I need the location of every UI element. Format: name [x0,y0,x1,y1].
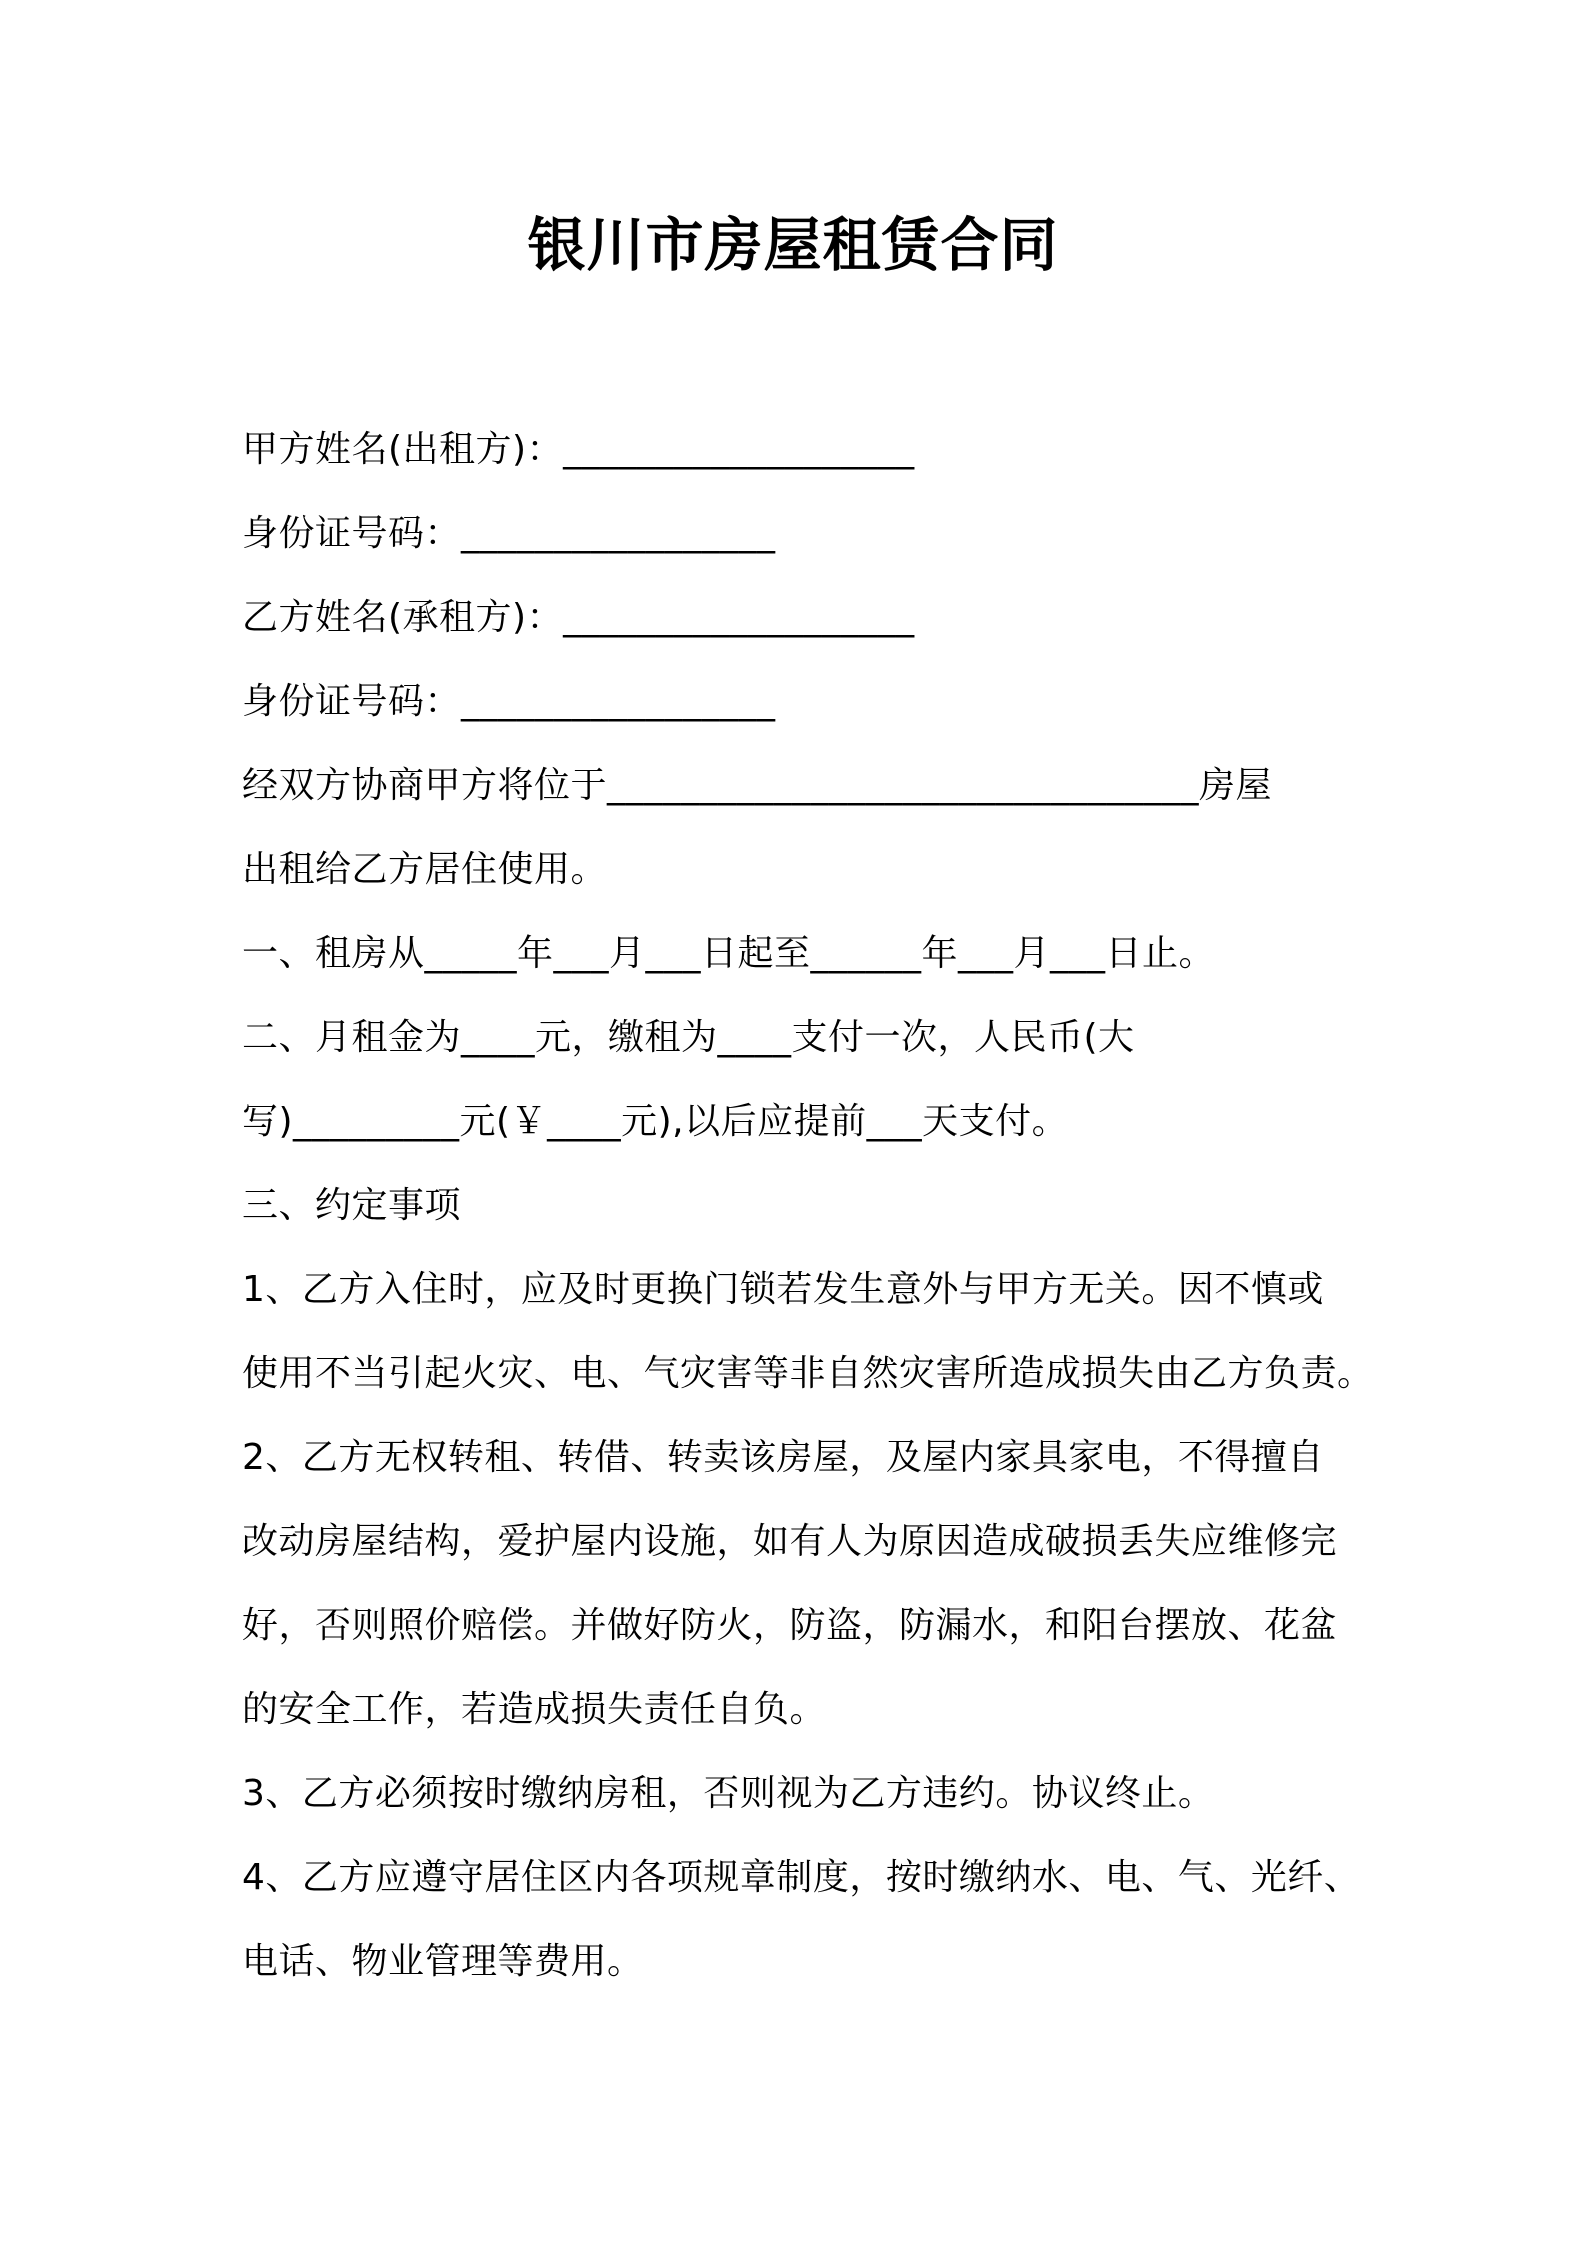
rent-clause-line-1: 二、月租金为____元，缴租为____支付一次，人民币(大 [242,1017,1135,1058]
lease-term-clause: 一、租房从_____年___月___日起至______年___月___日止。 [242,933,1216,974]
rent-clause-line-2: 写)_________元(￥____元),以后应提前___天支付。 [242,1101,1069,1142]
property-location-line: 经双方协商甲方将位于________________________________房屋 [242,765,1273,806]
document-title: 银川市房屋租赁合同 [527,211,1059,279]
property-usage-line: 出租给乙方居住使用。 [242,849,608,890]
term-1-line-2: 使用不当引起火灾、电、气灾害等非自然灾害所造成损失由乙方负责。 [242,1353,1374,1394]
term-4-line-2: 电话、物业管理等费用。 [242,1941,644,1982]
term-2-line-3: 好，否则照价赔偿。并做好防火，防盗，防漏水，和阳台摆放、花盆 [242,1605,1338,1646]
lessor-name-line: 甲方姓名(出租方)：___________________ [242,429,915,470]
term-3-line-1: 3、乙方必须按时缴纳房租，否则视为乙方违约。协议终止。 [242,1773,1215,1814]
lessee-id-line: 身份证号码：_________________ [242,681,776,722]
term-4-line-1: 4、乙方应遵守居住区内各项规章制度，按时缴纳水、电、气、光纤、 [242,1857,1361,1898]
terms-heading: 三、约定事项 [242,1185,462,1226]
lessor-id-line: 身份证号码：_________________ [242,513,776,554]
document-body [242,408,1382,2004]
term-2-line-1: 2、乙方无权转租、转借、转卖该房屋，及屋内家具家电，不得擅自 [242,1437,1324,1478]
lessee-name-line: 乙方姓名(承租方)：___________________ [242,597,915,638]
term-2-line-2: 改动房屋结构，爱护屋内设施，如有人为原因造成破损丢失应维修完 [242,1521,1338,1562]
term-2-line-4: 的安全工作，若造成损失责任自负。 [242,1689,827,1730]
term-1-line-1: 1、乙方入住时，应及时更换门锁若发生意外与甲方无关。因不慎或 [242,1269,1324,1310]
